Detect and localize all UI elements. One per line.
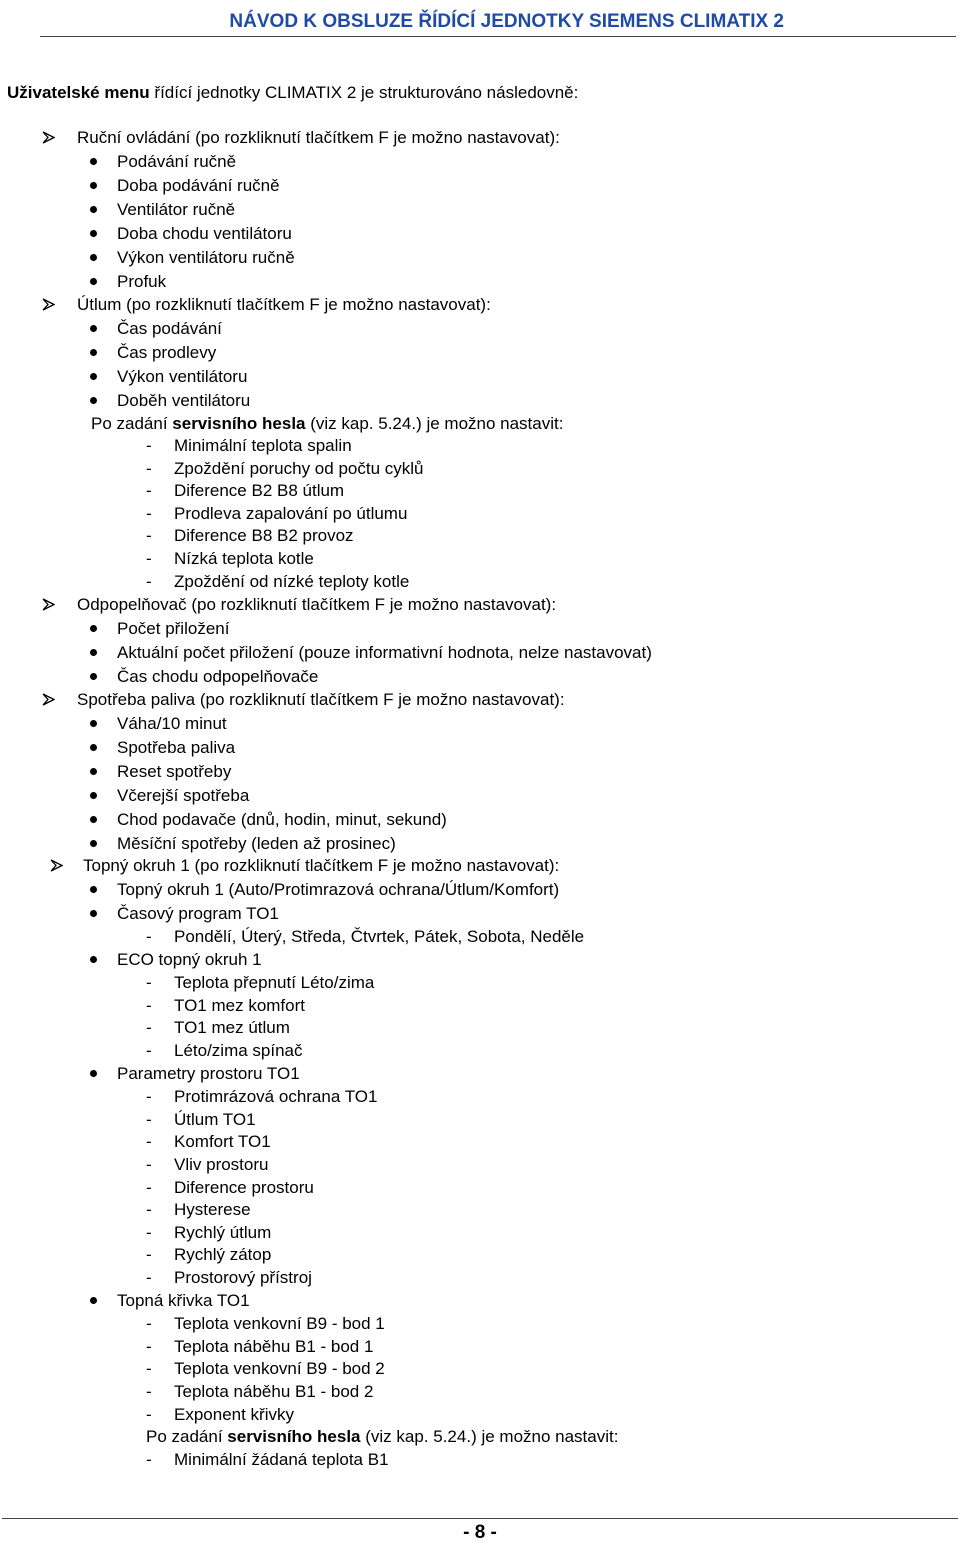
arrow-bullet-icon [42, 298, 55, 311]
list-item: Časový program TO1 [117, 904, 279, 923]
sub-list-item: Teplota venkovní B9 - bod 2 [174, 1359, 385, 1378]
list-item: Čas chodu odpopelňovače [117, 667, 319, 686]
dash-bullet: - [146, 1155, 152, 1174]
sub-list-item: Nízká teplota kotle [174, 549, 314, 568]
list-item: Počet přiložení [117, 619, 230, 638]
dash-bullet: - [146, 1223, 152, 1242]
dash-bullet: - [146, 1245, 152, 1264]
note-bold: servisního hesla [227, 1427, 361, 1446]
dash-bullet: - [146, 1405, 152, 1424]
bullet-icon [90, 1297, 97, 1304]
sub-list-item: Teplota přepnutí Léto/zima [174, 973, 375, 992]
sub-list-item: TO1 mez komfort [174, 996, 305, 1015]
list-item: Spotřeba paliva [117, 738, 236, 757]
bullet-icon [90, 792, 97, 799]
dash-bullet: - [146, 526, 152, 545]
note-text: Po zadání [146, 1427, 228, 1446]
list-item: Chod podavače (dnů, hodin, minut, sekund) [117, 810, 447, 829]
dash-bullet: - [146, 927, 152, 946]
menu-item-spotreba-paliva: Spotřeba paliva (po rozkliknutí tlačítkem F je možno nastavovat): [77, 690, 565, 709]
bullet-icon [90, 373, 97, 380]
bullet-icon [90, 1070, 97, 1077]
sub-list-item: Léto/zima spínač [174, 1041, 303, 1060]
note-text: (viz kap. 5.24.) je možno nastavit: [360, 1427, 619, 1446]
dash-bullet: - [146, 1382, 152, 1401]
dash-bullet: - [146, 1018, 152, 1037]
sub-list-item: Útlum TO1 [174, 1110, 256, 1129]
dash-bullet: - [146, 1132, 152, 1151]
dash-bullet: - [146, 996, 152, 1015]
footer-rule [2, 1518, 958, 1519]
bullet-icon [90, 254, 97, 261]
dash-bullet: - [146, 572, 152, 591]
page-number: - 8 - [463, 1522, 497, 1543]
dash-bullet: - [146, 1268, 152, 1287]
dash-bullet: - [146, 1041, 152, 1060]
bullet-icon [90, 910, 97, 917]
dash-bullet: - [146, 504, 152, 523]
sub-list-item: Vliv prostoru [174, 1155, 269, 1174]
list-item: Čas podávání [117, 319, 222, 338]
list-item: Reset spotřeby [117, 762, 232, 781]
dash-bullet: - [146, 549, 152, 568]
list-item: Čas prodlevy [117, 343, 217, 362]
dash-bullet: - [146, 1087, 152, 1106]
list-item: Výkon ventilátoru [117, 367, 248, 386]
sub-list-item: Minimální žádaná teplota B1 [174, 1450, 389, 1469]
bullet-icon [90, 230, 97, 237]
sub-list-item: Teplota venkovní B9 - bod 1 [174, 1314, 385, 1333]
sub-list-item: Minimální teplota spalin [174, 436, 352, 455]
list-item: Topný okruh 1 (Auto/Protimrazová ochrana/Útlum/Komfort) [117, 880, 560, 899]
service-password-note [146, 1426, 618, 1448]
service-password-note [91, 413, 563, 435]
intro-bold: Uživatelské menu [7, 83, 150, 102]
bullet-icon [90, 673, 97, 680]
sub-list-item: Zpoždění od nízké teploty kotle [174, 572, 410, 591]
list-item: Profuk [117, 272, 167, 291]
list-item: Váha/10 minut [117, 714, 227, 733]
bullet-icon [90, 206, 97, 213]
arrow-bullet-icon [42, 131, 55, 144]
sub-list-item: Exponent křivky [174, 1405, 294, 1424]
sub-list-item: Rychlý útlum [174, 1223, 272, 1242]
bullet-icon [90, 158, 97, 165]
dash-bullet: - [146, 1178, 152, 1197]
dash-bullet: - [146, 1359, 152, 1378]
sub-list-item: Pondělí, Úterý, Středa, Čtvrtek, Pátek, Sobota, Neděle [174, 927, 585, 946]
list-item: Výkon ventilátoru ručně [117, 248, 295, 267]
dash-bullet: - [146, 1337, 152, 1356]
arrow-bullet-icon [42, 598, 55, 611]
document-title: NÁVOD K OBSLUZE ŘÍDÍCÍ JEDNOTKY SIEMENS CLIMATIX 2 [229, 11, 784, 32]
dash-bullet: - [146, 1314, 152, 1333]
list-item: Doba podávání ručně [117, 176, 280, 195]
sub-list-item: TO1 mez útlum [174, 1018, 290, 1037]
bullet-icon [90, 625, 97, 632]
sub-list-item: Prostorový přístroj [174, 1268, 312, 1287]
sub-list-item: Prodleva zapalování po útlumu [174, 504, 408, 523]
list-item: Parametry prostoru TO1 [117, 1064, 300, 1083]
bullet-icon [90, 325, 97, 332]
sub-list-item: Diference B8 B2 provoz [174, 526, 354, 545]
list-item: Doba chodu ventilátoru [117, 224, 292, 243]
bullet-icon [90, 840, 97, 847]
sub-list-item: Teplota náběhu B1 - bod 2 [174, 1382, 374, 1401]
menu-item-utlum: Útlum (po rozkliknutí tlačítkem F je možno nastavovat): [77, 295, 491, 314]
page-header [40, 10, 956, 37]
arrow-bullet-icon [42, 693, 55, 706]
dash-bullet: - [146, 481, 152, 500]
list-item: Ventilátor ručně [117, 200, 236, 219]
bullet-icon [90, 278, 97, 285]
list-item: Doběh ventilátoru [117, 391, 251, 410]
list-item: Měsíční spotřeby (leden až prosinec) [117, 834, 396, 853]
bullet-icon [90, 649, 97, 656]
bullet-icon [90, 816, 97, 823]
bullet-icon [90, 886, 97, 893]
menu-item-odpopelnovac: Odpopelňovač (po rozkliknutí tlačítkem F je možno nastavovat): [77, 595, 557, 614]
list-item: Podávání ručně [117, 152, 237, 171]
dash-bullet: - [146, 436, 152, 455]
bullet-icon [90, 720, 97, 727]
sub-list-item: Rychlý zátop [174, 1245, 272, 1264]
bullet-icon [90, 397, 97, 404]
sub-list-item: Diference B2 B8 útlum [174, 481, 345, 500]
sub-list-item: Teplota náběhu B1 - bod 1 [174, 1337, 374, 1356]
bullet-icon [90, 768, 97, 775]
menu-item-rucni-ovladani: Ruční ovládání (po rozkliknutí tlačítkem F je možno nastavovat): [77, 128, 560, 147]
dash-bullet: - [146, 1450, 152, 1469]
list-item: Včerejší spotřeba [117, 786, 250, 805]
list-item: ECO topný okruh 1 [117, 950, 262, 969]
note-text: Po zadání [91, 414, 173, 433]
bullet-icon [90, 182, 97, 189]
menu-item-topny-okruh-1: Topný okruh 1 (po rozkliknutí tlačítkem F je možno nastavovat): [83, 856, 560, 875]
note-bold: servisního hesla [172, 414, 306, 433]
sub-list-item: Protimrázová ochrana TO1 [174, 1087, 378, 1106]
list-item: Topná křivka TO1 [117, 1291, 250, 1310]
intro-paragraph [7, 82, 578, 104]
bullet-icon [90, 956, 97, 963]
sub-list-item: Zpoždění poruchy od počtu cyklů [174, 459, 424, 478]
sub-list-item: Diference prostoru [174, 1178, 314, 1197]
dash-bullet: - [146, 1110, 152, 1129]
sub-list-item: Komfort TO1 [174, 1132, 271, 1151]
bullet-icon [90, 349, 97, 356]
intro-text: řídící jednotky CLIMATIX 2 je strukturováno následovně: [149, 83, 579, 102]
sub-list-item: Hysterese [174, 1200, 251, 1219]
dash-bullet: - [146, 1200, 152, 1219]
dash-bullet: - [146, 973, 152, 992]
list-item: Aktuální počet přiložení (pouze informativní hodnota, nelze nastavovat) [117, 643, 652, 662]
dash-bullet: - [146, 459, 152, 478]
bullet-icon [90, 744, 97, 751]
arrow-bullet-icon [50, 859, 63, 872]
note-text: (viz kap. 5.24.) je možno nastavit: [305, 414, 564, 433]
